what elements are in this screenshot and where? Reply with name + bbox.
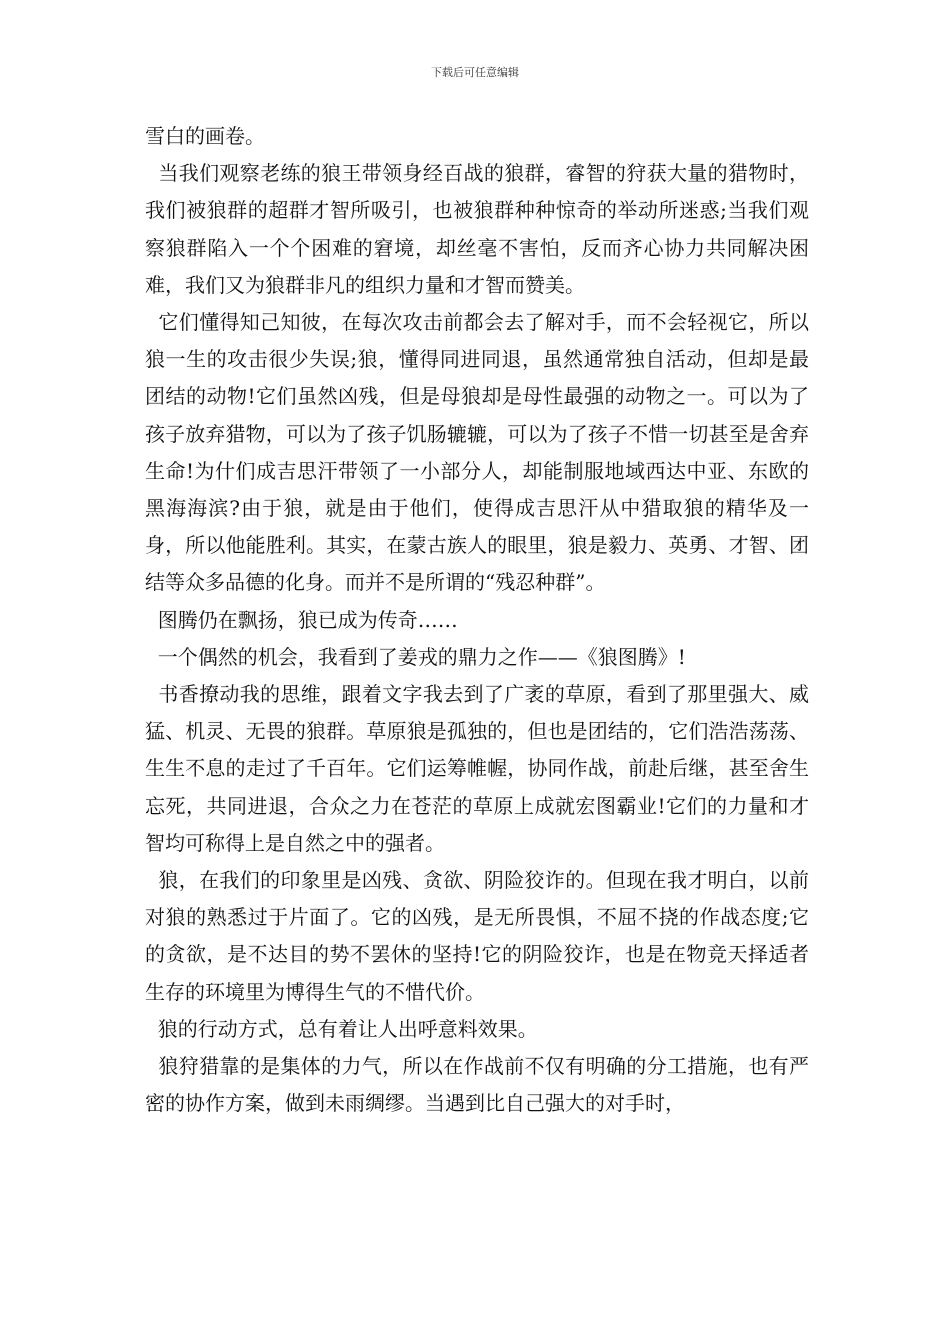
paragraph-8: 狼的行动方式，总有着让人出呼意料效果。 bbox=[145, 1016, 538, 1041]
paragraph-2: 当我们观察老练的狼王带领身经百战的狼群，睿智的狩获大量的猎物时，我们被狼群的超群才智所吸引，也被狼群种种惊奇的举动所迷惑;当我们观察狼群陷入一个个困难的窘境，却丝毫不害怕，反而齐心协力共同解决困难，我们又为狼群非凡的组织力量和才智而赞美。 bbox=[145, 161, 810, 297]
paragraph-3: 它们懂得知己知彼，在每次攻击前都会去了解对手，而不会轻视它，所以狼一生的攻击很少失误;狼，懂得同进同退，虽然通常独自活动，但却是最团结的动物!它们虽然凶残，但是母狼却是母性最强的动物之一。可以为了孩子放弃猎物，可以为了孩子饥肠辘辘，可以为了孩子不惜一切甚至是舍弃生命!为什们成吉思汗带领了一小部分人，却能制服地域西达中亚、东欧的黑海海滨?由于狼，就是由于他们，使得成吉思汗从中猎取狼的精华及一身，所以他能胜利。其实，在蒙古族人的眼里，狼是毅力、英勇、才智、团结等众多品德的化身。而并不是所谓的“残忍种群”。 bbox=[145, 310, 810, 595]
paragraph-5: 一个偶然的机会，我看到了姜戎的鼎力之作——《狼图腾》! bbox=[145, 644, 686, 669]
page-header: 下载后可任意编辑 bbox=[431, 66, 519, 79]
paragraph-9: 狼狩猎靠的是集体的力气，所以在作战前不仅有明确的分工措施，也有严密的协作方案，做到未雨绸缪。当遇到比自己强大的对手时， bbox=[145, 1054, 810, 1116]
paragraph-1: 雪白的画卷。 bbox=[145, 124, 265, 148]
paragraph-6: 书香撩动我的思维，跟着文字我去到了广袤的草原，看到了那里强大、威猛、机灵、无畏的狼群。草原狼是孤独的，但也是团结的，它们浩浩荡荡、生生不息的走过了千百年。它们运筹帷幄，协同作战，前赴后继，甚至舍生忘死，共同进退，合众之力在苍茫的草原上成就宏图霸业!它们的力量和才智均可称得上是自然之中的强者。 bbox=[145, 682, 810, 855]
document-body bbox=[145, 118, 809, 1122]
paragraph-7: 狼，在我们的印象里是凶残、贪欲、阴险狡诈的。但现在我才明白，以前对狼的熟悉过于片面了。它的凶残，是无所畏惧，不屈不挠的作战态度;它的贪欲，是不达目的势不罢休的坚持!它的阴险狡诈，也是在物竞天择适者生存的环境里为博得生气的不惜代价。 bbox=[145, 868, 810, 1004]
paragraph-4: 图腾仍在飘扬，狼已成为传奇…… bbox=[145, 607, 458, 632]
